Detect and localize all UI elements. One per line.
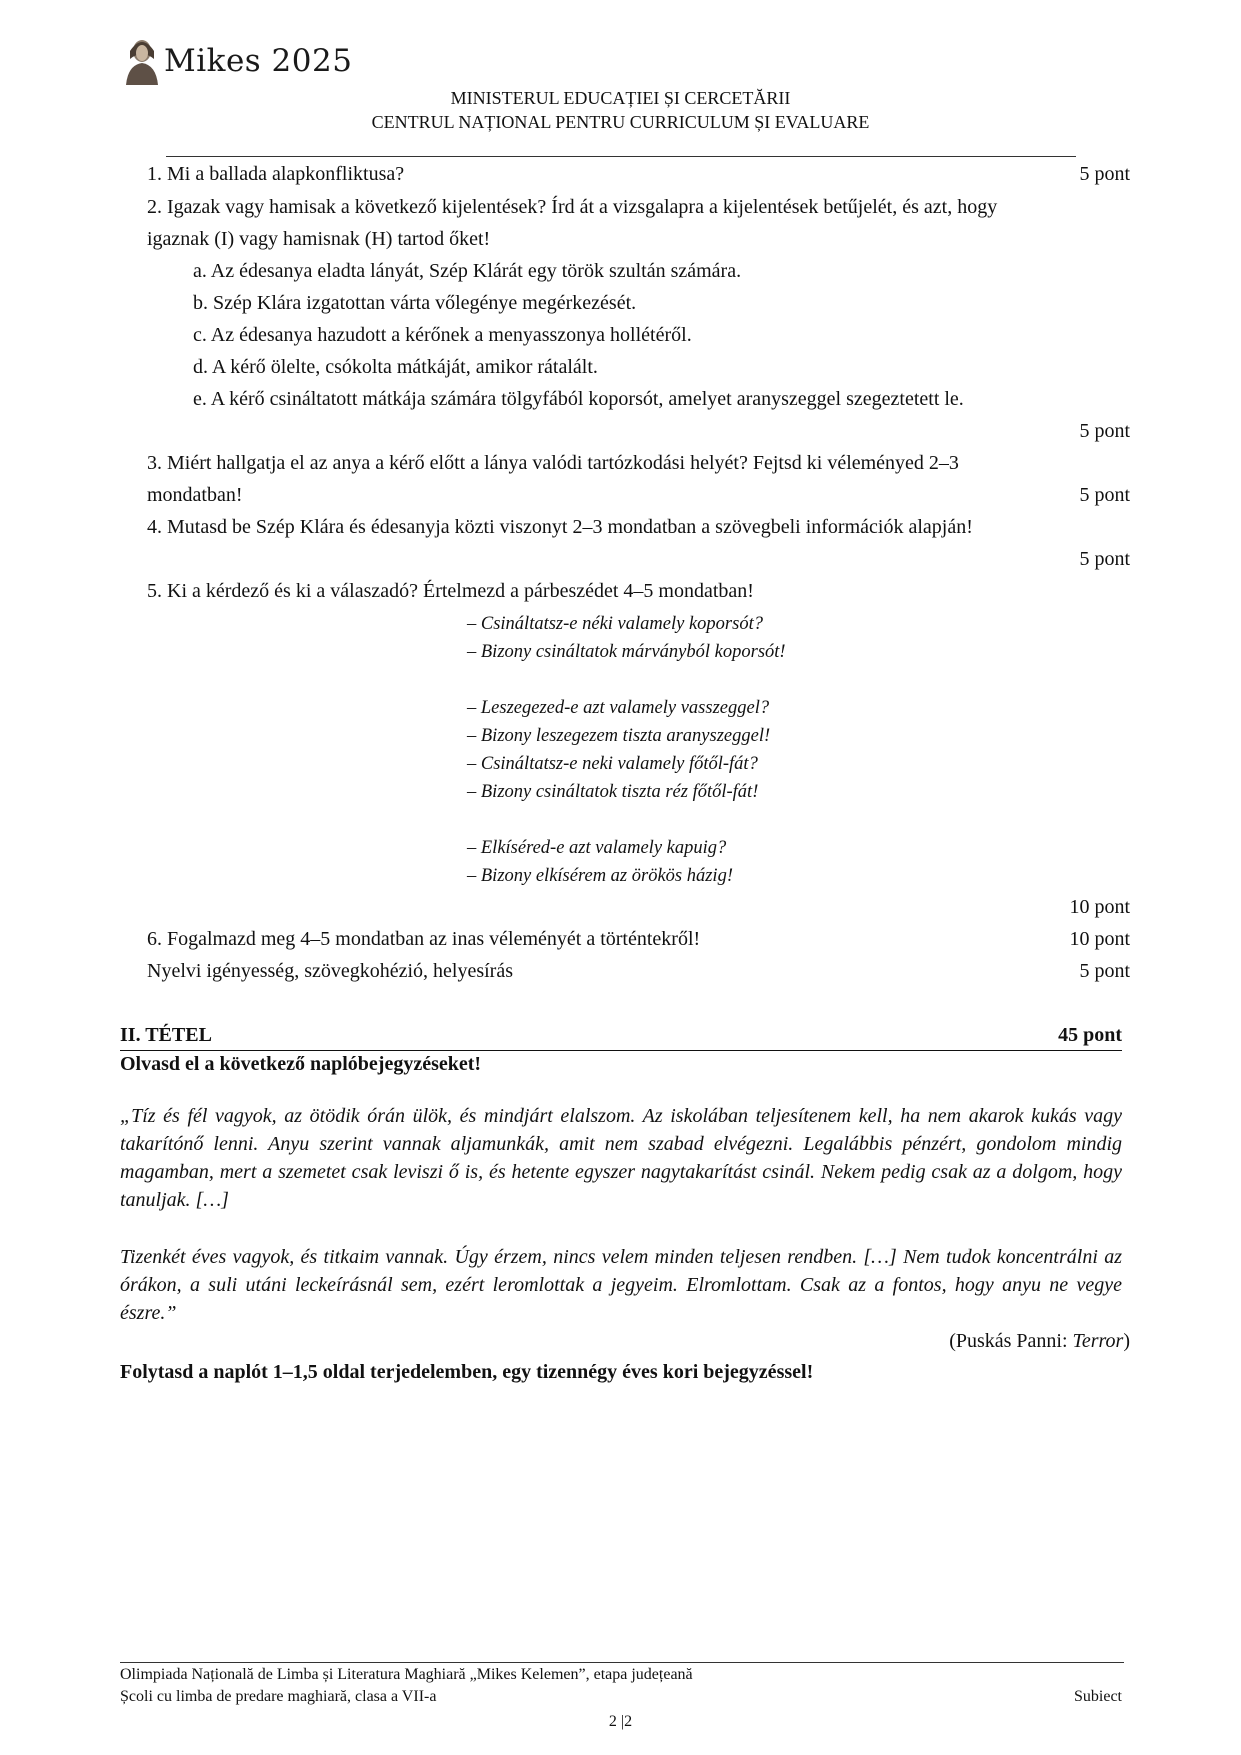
question-2-points: 5 pont	[1079, 420, 1130, 442]
statement-b: b. Szép Klára izgatottan várta vőlegénye megérkezését.	[193, 292, 637, 314]
question-2-line-1: 2. Igazak vagy hamisak a következő kijelentések? Írd át a vizsgalapra a kijelentések betűjelét, és azt, hogy	[147, 196, 998, 218]
diary-paragraph-2: Tizenkét éves vagyok, és titkaim vannak. Úgy érzem, nincs velem minden teljesen rendben. […] Nem tudok koncentrálni az órákon, a suli utáni leckeírásnál sem, ezért leromlottak a jegyeim. Elromlottam. Csak az a fontos, hogy anyu ne vegye észre.”	[120, 1246, 1122, 1324]
footer-subject: Subiect	[1074, 1688, 1122, 1705]
logo	[124, 36, 352, 86]
statement-e: e. A kérő csináltatott mátkája számára tölgyfából koporsót, amelyet aranyszeggel szegeztetett le.	[193, 388, 964, 410]
ministry-title: MINISTERUL EDUCAȚIEI ȘI CERCETĂRII	[450, 88, 791, 108]
section-2-points: 45 pont	[1058, 1024, 1122, 1046]
writing-task: Folytasd a naplót 1–1,5 oldal terjedelemben, egy tizennégy éves kori bejegyzéssel!	[120, 1361, 814, 1383]
dialogue-line: – Leszegezed-e azt valamely vasszeggel?	[467, 698, 770, 718]
question-5: 5. Ki a kérdező és ki a válaszadó? Értelmezd a párbeszédet 4–5 mondatban!	[147, 580, 754, 602]
dialogue-line: – Bizony leszegezem tiszta aranyszeggel!	[467, 726, 771, 746]
section-2-title: II. TÉTEL	[120, 1024, 212, 1046]
source-prefix: (Puskás Panni:	[949, 1330, 1073, 1352]
question-1-points: 5 pont	[1079, 163, 1130, 185]
dialogue-line: – Bizony elkísérem az örökös házig!	[467, 866, 733, 886]
question-3-line-2: mondatban!	[147, 484, 243, 506]
footer-divider	[120, 1662, 1124, 1663]
dialogue-line: – Csináltatsz-e néki valamely koporsót?	[467, 614, 763, 634]
question-3-line-1: 3. Miért hallgatja el az anya a kérő előtt a lánya valódi tartózkodási helyét? Fejtsd ki véleményed 2–3	[147, 452, 959, 474]
dialogue-line: – Bizony csináltatok tiszta réz főtől-fát!	[467, 782, 759, 802]
question-4: 4. Mutasd be Szép Klára és édesanyja közti viszonyt 2–3 mondatban a szövegbeli információk alapján!	[147, 516, 973, 538]
source-suffix: )	[1123, 1330, 1130, 1352]
question-6-points: 10 pont	[1069, 928, 1130, 950]
statement-d: d. A kérő ölelte, csókolta mátkáját, amikor rátalált.	[193, 356, 598, 378]
dialogue-line: – Csináltatsz-e neki valamely főtől-fát?	[467, 754, 758, 774]
logo-text: Mikes 2025	[164, 43, 353, 79]
question-5-points: 10 pont	[1069, 896, 1130, 918]
portrait-icon	[124, 37, 160, 85]
question-1: 1. Mi a ballada alapkonfliktusa?	[147, 163, 405, 185]
statement-a: a. Az édesanya eladta lányát, Szép Klárát egy török szultán számára.	[193, 260, 742, 282]
question-2-line-2: igaznak (I) vagy hamisnak (H) tartod őket!	[147, 228, 491, 250]
question-4-points: 5 pont	[1079, 548, 1130, 570]
source-title: Terror	[1072, 1330, 1124, 1352]
section-2-heading	[120, 1024, 1122, 1051]
source-citation	[949, 1330, 1130, 1353]
section-2-instruction: Olvasd el a következő naplóbejegyzéseket!	[120, 1053, 482, 1075]
question-6: 6. Fogalmazd meg 4–5 mondatban az inas véleményét a történtekről!	[147, 928, 701, 950]
language-criteria: Nyelvi igényesség, szövegkohézió, helyesírás	[147, 960, 514, 982]
statement-c: c. Az édesanya hazudott a kérőnek a menyasszonya hollétéről.	[193, 324, 692, 346]
dialogue-line: – Elkíséred-e azt valamely kapuig?	[467, 838, 727, 858]
language-criteria-points: 5 pont	[1079, 960, 1130, 982]
footer-school: Școli cu limba de predare maghiară, clasa a VII-a	[120, 1688, 437, 1705]
header-divider	[166, 156, 1076, 157]
center-title: CENTRUL NAȚIONAL PENTRU CURRICULUM ȘI EVALUARE	[371, 112, 870, 132]
question-3-points: 5 pont	[1079, 484, 1130, 506]
page-number: 2 |2	[608, 1713, 633, 1730]
footer-olympiad: Olimpiada Națională de Limba și Literatura Maghiară „Mikes Kelemen”, etapa județeană	[120, 1666, 693, 1683]
diary-paragraph-1: „Tíz és fél vagyok, az ötödik órán ülök, és mindjárt elalszom. Az iskolában teljesítenem kell, ha nem akarok kukás vagy takarítónő lenni. Anyu szerint vannak aljamunkák, amit nem szabad elvégezni. Legalábbis pénzért, gondolom mindig magamban, mert a szemetet csak leviszi ő is, és hetente egyszer nagytakarítást csinál. Nekem pedig csak az a dolgom, hogy tanuljak. […]	[120, 1105, 1122, 1211]
dialogue-line: – Bizony csináltatok márványból koporsót!	[467, 642, 786, 662]
